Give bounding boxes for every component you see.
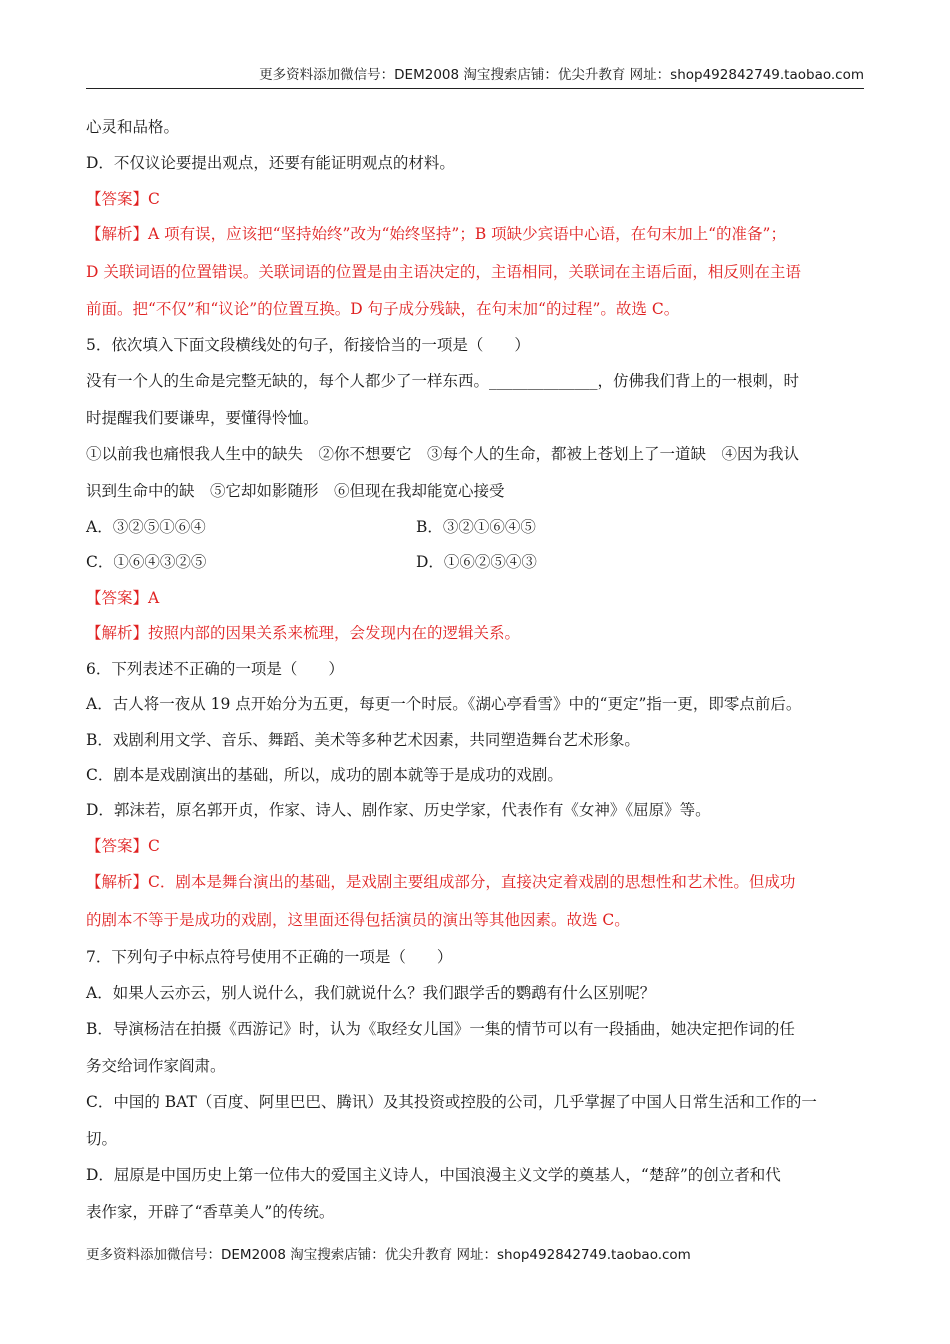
q5-items-line-2: 识到生命中的缺 ⑤它却如影随形 ⑥但现在我却能宽心接受: [86, 482, 505, 500]
q4-analysis-line-1: 【解析】A 项有误，应该把“坚持始终”改为“始终坚持”；B 项缺少宾语中心语，在句末加上“的准备”；: [86, 225, 786, 243]
q5-option-b: B．③②①⑥④⑤: [416, 518, 536, 536]
q5-analysis: 【解析】按照内部的因果关系来梳理，会发现内在的逻辑关系。: [86, 624, 521, 642]
q5-passage-line-2: 时提醒我们要谦卑，要懂得怜恤。: [86, 409, 319, 427]
q7-option-c-line-1: C．中国的 BAT（百度、阿里巴巴、腾讯）及其投资或控股的公司，几乎掌握了中国人日常生活和工作的一: [86, 1093, 817, 1111]
q5-passage-line-1: 没有一个人的生命是完整无缺的，每个人都少了一样东西。______________，仿佛我们背上的一根刺，时: [86, 372, 800, 390]
q5-stem: 5．依次填入下面文段横线处的句子，衔接恰当的一项是（ ）: [86, 336, 530, 354]
q7-option-d-line-2: 表作家，开辟了“香草美人”的传统。: [86, 1203, 335, 1221]
q5-option-a: A．③②⑤①⑥④: [86, 518, 206, 536]
q4-answer: 【答案】C: [86, 190, 160, 208]
q7-option-c-line-2: 切。: [86, 1130, 118, 1148]
q7-option-a: A．如果人云亦云，别人说什么，我们就说什么？我们跟学舌的鹦鹉有什么区别呢？: [86, 984, 656, 1002]
q4-analysis-line-3: 前面。把“不仅”和“议论”的位置互换。D 句子成分残缺，在句末加“的过程”。故选 C。: [86, 300, 680, 318]
q6-option-a: A．古人将一夜从 19 点开始分为五更，每更一个时辰。《湖心亭看雪》中的“更定”指一更，即零点前后。: [86, 695, 802, 713]
q6-analysis-line-2: 的剧本不等于是成功的戏剧，这里面还得包括演员的演出等其他因素。故选 C。: [86, 911, 630, 929]
q5-option-c: C．①⑥④③②⑤: [86, 553, 207, 571]
q5-items-line-1: ①以前我也痛恨我人生中的缺失 ②你不想要它 ③每个人的生命，都被上苍划上了一道缺 ④因为我认: [86, 445, 800, 463]
q4-analysis-line-2: D 关联词语的位置错误。关联词语的位置是由主语决定的，主语相同，关联词在主语后面，相反则在主语: [86, 263, 801, 281]
q6-analysis-line-1: 【解析】C．剧本是舞台演出的基础，是戏剧主要组成部分，直接决定着戏剧的思想性和艺术性。但成功: [86, 873, 796, 891]
q7-option-d-line-1: D．屈原是中国历史上第一位伟大的爱国主义诗人，中国浪漫主义文学的奠基人，“楚辞”的创立者和代: [86, 1166, 781, 1184]
q6-option-d: D．郭沫若，原名郭开贞，作家、诗人、剧作家、历史学家，代表作有《女神》《屈原》等。: [86, 801, 711, 819]
q4-continuation: 心灵和品格。: [86, 118, 180, 136]
page-footer: 更多资料添加微信号：DEM2008 淘宝搜索店铺：优尖升教育 网址：shop492842749.taobao.com: [86, 1247, 691, 1263]
q6-option-b: B．戏剧利用文学、音乐、舞蹈、美术等多种艺术因素，共同塑造舞台艺术形象。: [86, 731, 640, 749]
q5-option-d: D．①⑥②⑤④③: [416, 553, 537, 571]
q4-option-d: D．不仅议论要提出观点，还要有能证明观点的材料。: [86, 154, 455, 172]
q7-option-b-line-1: B．导演杨洁在拍摄《西游记》时，认为《取经女儿国》一集的情节可以有一段插曲，她决定把作词的任: [86, 1020, 795, 1038]
page-header: 更多资料添加微信号：DEM2008 淘宝搜索店铺：优尖升教育 网址：shop492842749.taobao.com: [86, 66, 864, 89]
q6-option-c: C．剧本是戏剧演出的基础，所以，成功的剧本就等于是成功的戏剧。: [86, 766, 563, 784]
q5-options-row-2: [86, 551, 872, 573]
q5-answer: 【答案】A: [86, 589, 160, 607]
q6-answer: 【答案】C: [86, 837, 160, 855]
q7-option-b-line-2: 务交给词作家阎肃。: [86, 1057, 226, 1075]
q5-options-row-1: [86, 516, 872, 538]
q7-stem: 7．下列句子中标点符号使用不正确的一项是（ ）: [86, 948, 453, 966]
q6-stem: 6．下列表述不正确的一项是（ ）: [86, 660, 344, 678]
